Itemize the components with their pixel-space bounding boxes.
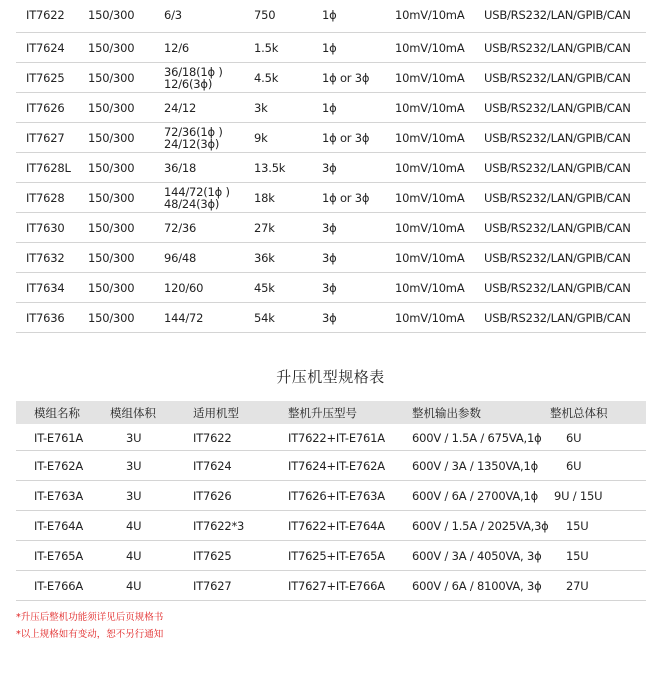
header-module-volume: 模组体积 — [110, 405, 156, 420]
cell-interface: USB/RS232/LAN/GPIB/CAN — [484, 130, 631, 145]
spec-row — [16, 63, 646, 93]
cell-model: IT7634 — [26, 280, 65, 295]
cell-power: 36k — [254, 250, 275, 265]
booster-row — [16, 511, 646, 541]
spec-row — [16, 273, 646, 303]
cell-voltage: 150/300 — [88, 190, 135, 205]
current-line: 96/48 — [164, 250, 197, 265]
cell-model: IT7630 — [26, 220, 65, 235]
cell-voltage: 150/300 — [88, 40, 135, 55]
current-line: 12/6 — [164, 40, 190, 55]
footnotes — [16, 609, 163, 643]
cell-module: IT-E762A — [34, 458, 83, 473]
cell-phase: 3ϕ — [322, 220, 337, 235]
cell-resolution: 10mV/10mA — [395, 160, 465, 175]
current-line: 24/12(3ϕ) — [164, 136, 220, 151]
cell-power: 45k — [254, 280, 275, 295]
cell-voltage: 150/300 — [88, 8, 135, 22]
cell-interface: USB/RS232/LAN/GPIB/CAN — [484, 160, 631, 175]
cell-voltage: 150/300 — [88, 250, 135, 265]
cell-power: 27k — [254, 220, 275, 235]
spec-row — [16, 123, 646, 153]
spec-row — [16, 213, 646, 243]
cell-phase: 3ϕ — [322, 250, 337, 265]
booster-table-title: 升压机型规格表 — [276, 368, 385, 386]
header-module-name: 模组名称 — [34, 405, 80, 420]
cell-output: 600V / 3A / 4050VA, 3ϕ — [412, 548, 542, 563]
cell-phase: 1ϕ — [322, 8, 337, 22]
cell-resolution: 10mV/10mA — [395, 130, 465, 145]
cell-power: 18k — [254, 190, 275, 205]
booster-row — [16, 571, 646, 601]
cell-voltage: 150/300 — [88, 160, 135, 175]
cell-module: IT-E764A — [34, 518, 83, 533]
cell-power: 54k — [254, 310, 275, 325]
current-line: 48/24(3ϕ) — [164, 196, 220, 211]
cell-resolution: 10mV/10mA — [395, 190, 465, 205]
cell-model: IT7627 — [26, 130, 65, 145]
booster-table — [16, 401, 646, 601]
cell-current — [164, 63, 223, 92]
current-line: 72/36 — [164, 220, 197, 235]
current-line: 6/3 — [164, 8, 182, 22]
footnote-1: *升压后整机功能须详见后页规格书 — [16, 612, 164, 623]
cell-combo: IT7622+IT-E764A — [288, 518, 385, 533]
booster-row — [16, 541, 646, 571]
cell-applicable: IT7625 — [193, 548, 232, 563]
cell-model: IT7628 — [26, 190, 65, 205]
cell-power: 1.5k — [254, 40, 279, 55]
cell-current — [164, 93, 196, 122]
cell-interface: USB/RS232/LAN/GPIB/CAN — [484, 250, 631, 265]
booster-row — [16, 481, 646, 511]
cell-combo: IT7625+IT-E765A — [288, 548, 385, 563]
cell-voltage: 150/300 — [88, 70, 135, 85]
cell-current — [164, 153, 196, 182]
cell-voltage: 150/300 — [88, 280, 135, 295]
cell-phase: 1ϕ or 3ϕ — [322, 70, 370, 85]
current-line: 72/36(1ϕ ) — [164, 124, 223, 139]
cell-module: IT-E761A — [34, 430, 83, 445]
cell-output: 600V / 6A / 2700VA,1ϕ — [412, 488, 538, 503]
current-line: 12/6(3ϕ) — [164, 76, 213, 91]
cell-current — [164, 0, 182, 33]
cell-output: 600V / 3A / 1350VA,1ϕ — [412, 458, 538, 473]
cell-interface: USB/RS232/LAN/GPIB/CAN — [484, 8, 631, 22]
cell-phase: 1ϕ or 3ϕ — [322, 190, 370, 205]
cell-resolution: 10mV/10mA — [395, 100, 465, 115]
cell-resolution: 10mV/10mA — [395, 280, 465, 295]
spec-row — [16, 183, 646, 213]
cell-combo: IT7624+IT-E762A — [288, 458, 385, 473]
spec-row — [16, 243, 646, 273]
booster-row — [16, 424, 646, 451]
spec-row — [16, 33, 646, 63]
cell-resolution: 10mV/10mA — [395, 250, 465, 265]
cell-resolution: 10mV/10mA — [395, 70, 465, 85]
cell-interface: USB/RS232/LAN/GPIB/CAN — [484, 310, 631, 325]
current-line: 144/72 — [164, 310, 204, 325]
cell-module: IT-E765A — [34, 548, 83, 563]
cell-voltage: 150/300 — [88, 130, 135, 145]
cell-module: IT-E766A — [34, 578, 83, 593]
footnote-2: *以上规格如有变动，恕不另行通知 — [16, 629, 164, 640]
cell-model: IT7625 — [26, 70, 65, 85]
cell-interface: USB/RS232/LAN/GPIB/CAN — [484, 40, 631, 55]
header-applicable-model: 适用机型 — [193, 405, 239, 420]
cell-total-volume: 15U — [566, 548, 589, 563]
current-line: 36/18(1ϕ ) — [164, 64, 223, 79]
cell-current — [164, 123, 223, 152]
spec-row — [16, 303, 646, 333]
cell-power: 4.5k — [254, 70, 279, 85]
cell-total-volume: 15U — [566, 518, 589, 533]
cell-model: IT7626 — [26, 100, 65, 115]
booster-row — [16, 451, 646, 481]
cell-applicable: IT7626 — [193, 488, 232, 503]
cell-interface: USB/RS232/LAN/GPIB/CAN — [484, 70, 631, 85]
cell-module-volume: 3U — [126, 458, 142, 473]
cell-output: 600V / 1.5A / 675VA,1ϕ — [412, 430, 542, 445]
cell-interface: USB/RS232/LAN/GPIB/CAN — [484, 190, 631, 205]
cell-current — [164, 33, 189, 62]
cell-total-volume: 6U — [566, 430, 582, 445]
cell-model: IT7624 — [26, 40, 65, 55]
cell-module-volume: 4U — [126, 578, 142, 593]
cell-output: 600V / 1.5A / 2025VA,3ϕ — [412, 518, 549, 533]
cell-combo: IT7622+IT-E761A — [288, 430, 385, 445]
current-line: 24/12 — [164, 100, 197, 115]
cell-module-volume: 4U — [126, 548, 142, 563]
current-line: 120/60 — [164, 280, 204, 295]
cell-phase: 3ϕ — [322, 160, 337, 175]
spec-table — [16, 0, 646, 333]
cell-model: IT7622 — [26, 8, 65, 22]
booster-header-row — [16, 401, 646, 424]
cell-phase: 1ϕ — [322, 100, 337, 115]
cell-applicable: IT7624 — [193, 458, 232, 473]
cell-resolution: 10mV/10mA — [395, 40, 465, 55]
cell-module-volume: 4U — [126, 518, 142, 533]
current-line: 36/18 — [164, 160, 197, 175]
cell-applicable: IT7622*3 — [193, 518, 245, 533]
cell-applicable: IT7627 — [193, 578, 232, 593]
cell-output: 600V / 6A / 8100VA, 3ϕ — [412, 578, 542, 593]
spec-row — [16, 153, 646, 183]
cell-module-volume: 3U — [126, 430, 142, 445]
cell-phase: 3ϕ — [322, 280, 337, 295]
cell-combo: IT7626+IT-E763A — [288, 488, 385, 503]
cell-voltage: 150/300 — [88, 100, 135, 115]
cell-current — [164, 183, 230, 212]
cell-module-volume: 3U — [126, 488, 142, 503]
cell-resolution: 10mV/10mA — [395, 8, 465, 22]
header-boost-model: 整机升压型号 — [288, 405, 357, 420]
cell-phase: 3ϕ — [322, 310, 337, 325]
header-total-volume: 整机总体积 — [550, 405, 608, 420]
cell-resolution: 10mV/10mA — [395, 220, 465, 235]
current-line: 144/72(1ϕ ) — [164, 184, 230, 199]
cell-combo: IT7627+IT-E766A — [288, 578, 385, 593]
cell-power: 3k — [254, 100, 268, 115]
cell-resolution: 10mV/10mA — [395, 310, 465, 325]
cell-current — [164, 213, 196, 242]
cell-phase: 1ϕ or 3ϕ — [322, 130, 370, 145]
cell-voltage: 150/300 — [88, 310, 135, 325]
spec-row — [16, 93, 646, 123]
cell-power: 9k — [254, 130, 268, 145]
spec-row — [16, 0, 646, 33]
cell-voltage: 150/300 — [88, 220, 135, 235]
cell-model: IT7628L — [26, 160, 71, 175]
cell-interface: USB/RS232/LAN/GPIB/CAN — [484, 280, 631, 295]
cell-current — [164, 273, 203, 302]
cell-interface: USB/RS232/LAN/GPIB/CAN — [484, 100, 631, 115]
cell-total-volume: 27U — [566, 578, 589, 593]
cell-model: IT7636 — [26, 310, 65, 325]
cell-interface: USB/RS232/LAN/GPIB/CAN — [484, 220, 631, 235]
header-output-params: 整机输出参数 — [412, 405, 481, 420]
cell-phase: 1ϕ — [322, 40, 337, 55]
cell-power: 13.5k — [254, 160, 286, 175]
cell-current — [164, 243, 196, 272]
cell-applicable: IT7622 — [193, 430, 232, 445]
cell-model: IT7632 — [26, 250, 65, 265]
cell-total-volume: 6U — [566, 458, 582, 473]
cell-module: IT-E763A — [34, 488, 83, 503]
booster-body — [16, 424, 646, 601]
cell-current — [164, 303, 203, 332]
cell-total-volume: 9U / 15U — [554, 488, 603, 503]
cell-power: 750 — [254, 8, 276, 22]
